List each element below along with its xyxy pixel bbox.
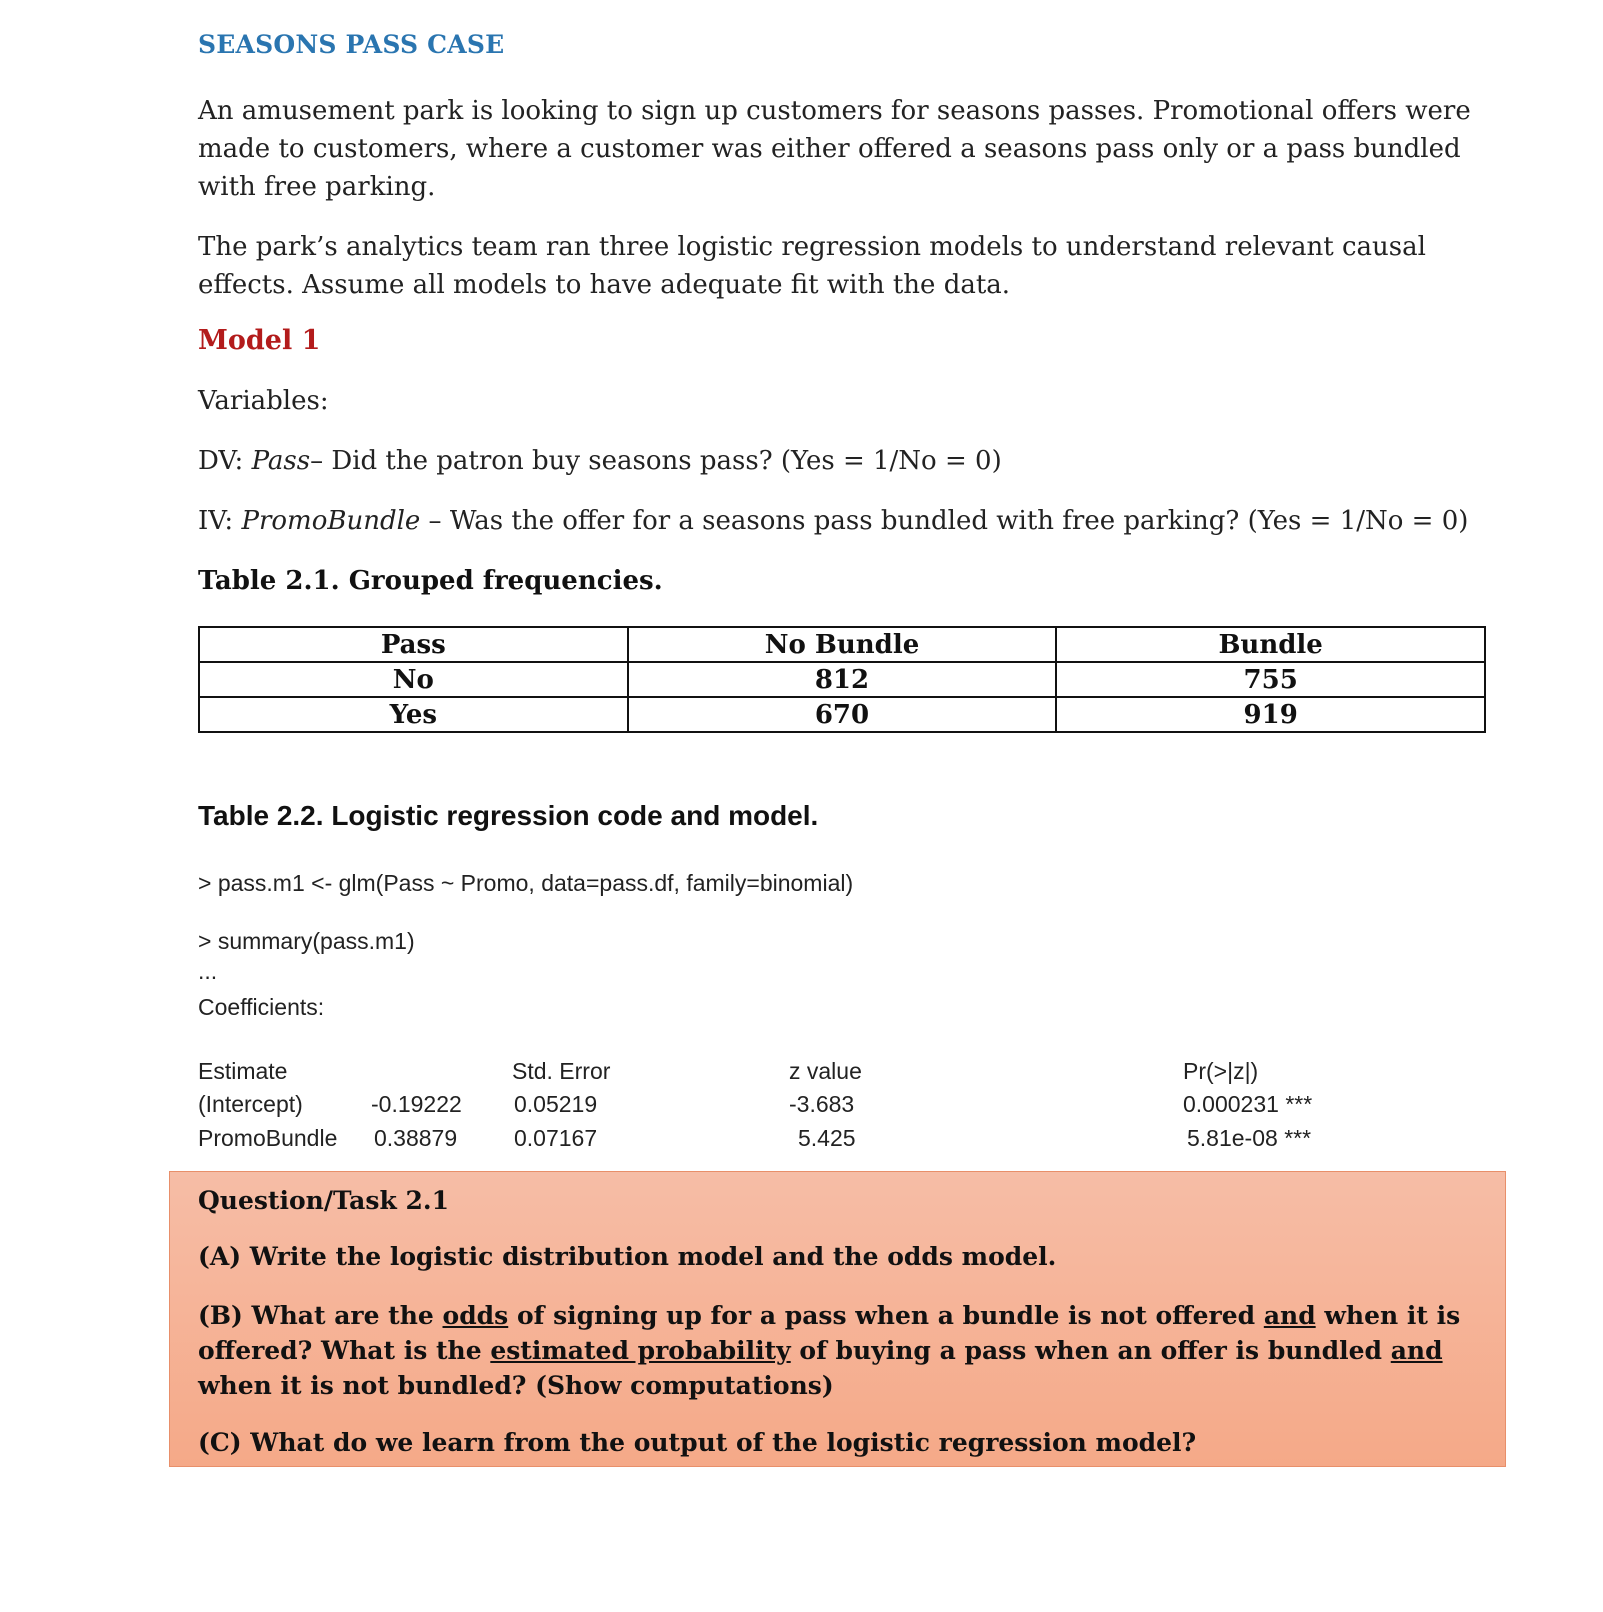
- question-a: (A) Write the logistic distribution model and the odds model.: [198, 1242, 1057, 1271]
- coef-estimate-promobundle: 0.38879: [374, 1125, 458, 1151]
- iv-line: [198, 506, 1468, 536]
- table-cell: Yes: [199, 697, 628, 732]
- table-cell: 755: [1056, 662, 1485, 697]
- code-line-summary: > summary(pass.m1): [198, 928, 415, 954]
- iv-description: – Was the offer for a seasons pass bundled with free parking? (Yes = 1/No = 0): [420, 506, 1469, 536]
- table-cell: 919: [1056, 697, 1485, 732]
- code-line-glm: > pass.m1 <- glm(Pass ~ Promo, data=pass.df, family=binomial): [198, 870, 854, 896]
- coef-header-std-error: Std. Error: [512, 1058, 611, 1084]
- question-b-underlined: odds: [442, 1301, 509, 1330]
- iv-name: PromoBundle: [241, 506, 421, 536]
- signif-stars: ***: [1285, 1091, 1313, 1117]
- coef-header-p-value: Pr(>|z|): [1183, 1058, 1259, 1084]
- intro-paragraph-1: An amusement park is looking to sign up customers for seasons passes. Promotional offers were made to customers, where a customer was either offered a seasons pass only or a pass bundled with free parking.: [198, 96, 1471, 202]
- document-title: SEASONS PASS CASE: [198, 30, 505, 59]
- header-cell-pass: Pass: [199, 627, 628, 662]
- coef-term-promobundle: PromoBundle: [198, 1125, 338, 1151]
- coef-std-error-intercept: 0.05219: [514, 1091, 598, 1117]
- dv-description: – Did the patron buy seasons pass? (Yes = 1/No = 0): [310, 446, 1002, 476]
- table1-caption: Table 2.1. Grouped frequencies.: [198, 566, 663, 596]
- coef-header-z-value: z value: [789, 1058, 862, 1084]
- coef-p-value-promobundle: [1187, 1125, 1311, 1152]
- question-b-text: (B) What are the: [198, 1301, 443, 1330]
- model-heading: Model 1: [198, 325, 321, 356]
- question-b-underlined: estimated probability: [490, 1336, 791, 1365]
- intro-paragraph-2: The park’s analytics team ran three logistic regression models to understand relevant causal effects. Assume all models to have adequate fit with the data.: [198, 232, 1426, 300]
- question-b-underlined: and: [1390, 1336, 1443, 1365]
- grouped-frequencies-table: [198, 626, 1486, 733]
- table-cell: 670: [628, 697, 1057, 732]
- signif-stars: ***: [1284, 1125, 1312, 1151]
- code-ellipsis: ...: [198, 958, 218, 984]
- table-row: [199, 662, 1485, 697]
- coef-header-estimate: Estimate: [198, 1058, 288, 1084]
- table2-caption: Table 2.2. Logistic regression code and model.: [198, 800, 819, 831]
- coef-z-value-intercept: -3.683: [789, 1091, 855, 1117]
- question-b-underlined: and: [1263, 1301, 1316, 1330]
- header-cell-no-bundle: No Bundle: [628, 627, 1057, 662]
- table-header-row: [199, 627, 1485, 662]
- question-b-text: when it is offered? What is the: [198, 1301, 1461, 1365]
- question-b-text: of signing up for a pass when a bundle is not offered: [508, 1301, 1264, 1330]
- dv-prefix: DV:: [198, 446, 252, 476]
- coef-std-error-promobundle: 0.07167: [514, 1125, 598, 1151]
- question-b-text: when it is not bundled? (Show computations): [198, 1371, 834, 1400]
- coef-term-intercept: (Intercept): [198, 1091, 303, 1117]
- iv-prefix: IV:: [198, 506, 242, 536]
- dv-line: [198, 446, 1002, 476]
- dv-name: Pass: [251, 446, 311, 476]
- coef-z-value-promobundle: 5.425: [798, 1125, 856, 1151]
- coefficients-label: Coefficients:: [198, 994, 325, 1020]
- table-cell: 812: [628, 662, 1057, 697]
- table-row: [199, 697, 1485, 732]
- question-c: (C) What do we learn from the output of the logistic regression model?: [198, 1428, 1197, 1457]
- question-b-text: of buying a pass when an offer is bundled: [790, 1336, 1391, 1365]
- p-value: 0.000231: [1183, 1091, 1279, 1117]
- header-cell-bundle: Bundle: [1056, 627, 1485, 662]
- coef-estimate-intercept: -0.19222: [371, 1091, 462, 1117]
- question-b: [198, 1298, 1488, 1403]
- question-heading: Question/Task 2.1: [198, 1186, 449, 1215]
- table-cell: No: [199, 662, 628, 697]
- variables-label: Variables:: [198, 386, 329, 416]
- coef-p-value-intercept: [1183, 1091, 1312, 1118]
- p-value: 5.81e-08: [1187, 1125, 1278, 1151]
